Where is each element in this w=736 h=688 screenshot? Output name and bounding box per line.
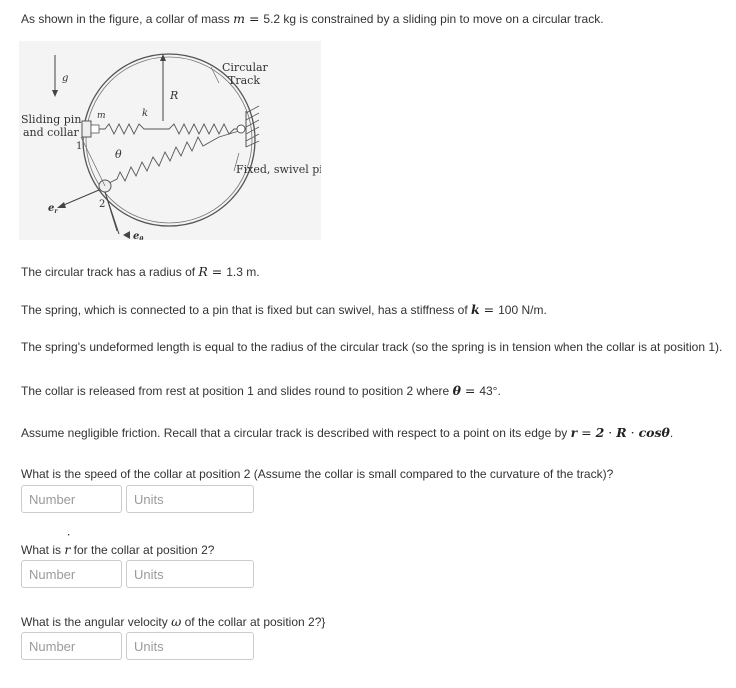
q1-units-input[interactable] (126, 485, 254, 513)
release-text: The collar is released from rest at position 1 and slides round to position 2 where θ = 43°. (21, 383, 501, 398)
problem-figure (19, 41, 321, 240)
label-m: m (97, 111, 106, 121)
friction-text: Assume negligible friction. Recall that a circular track is described with respect to a point on its edge by r = 2 · R · cosθ. (21, 425, 674, 440)
q3-units-input[interactable] (126, 632, 254, 660)
q3-number-input[interactable] (21, 632, 122, 660)
label-g: g (62, 73, 69, 84)
undeformed-text: The spring's undeformed length is equal to the radius of the circular track (so the spring is in tension when the collar is at position 1). (21, 340, 723, 354)
q2-units-input[interactable] (126, 560, 254, 588)
label-track: Track (228, 74, 260, 87)
label-k: k (142, 108, 149, 119)
radius-text: The circular track has a radius of R = 1.3 m. (21, 264, 260, 279)
etheta-arrow (105, 192, 119, 234)
label-sliding: Sliding pin (21, 113, 82, 126)
label-fixed: Fixed, swivel pin (236, 163, 321, 176)
spring-text: The spring, which is connected to a pin that is fixed but can swivel, has a stiffness of k = 100 N/m. (21, 302, 547, 317)
spring-position-2 (107, 131, 239, 184)
question-2-text: What is ˙ r for the collar at position 2? (21, 542, 214, 558)
circular-track-diagram (19, 41, 321, 240)
spring-position-1 (99, 124, 241, 134)
fixed-swivel-pin (237, 125, 245, 133)
question-1-text: What is the speed of the collar at position 2 (Assume the collar is small compared to the curvature of the track)? (21, 467, 614, 481)
label-1: 1 (76, 141, 83, 152)
collar-position-1 (82, 121, 91, 137)
label-2: 2 (99, 199, 106, 210)
label-circular: Circular (222, 61, 268, 74)
label-collar: and collar (23, 126, 79, 139)
q2-number-input[interactable] (21, 560, 122, 588)
label-etheta: $e_\theta$ (133, 231, 144, 240)
label-theta: θ (115, 148, 122, 161)
question-3-text: What is the angular velocity ω of the collar at position 2?} (21, 614, 326, 629)
er-arrow (59, 190, 99, 207)
label-R: R (170, 89, 179, 102)
intro-text: As shown in the figure, a collar of mass m = 5.2 kg is constrained by a sliding pin to move on a circular track. (21, 11, 604, 26)
q1-number-input[interactable] (21, 485, 122, 513)
label-er: $e_r$ (48, 203, 58, 215)
